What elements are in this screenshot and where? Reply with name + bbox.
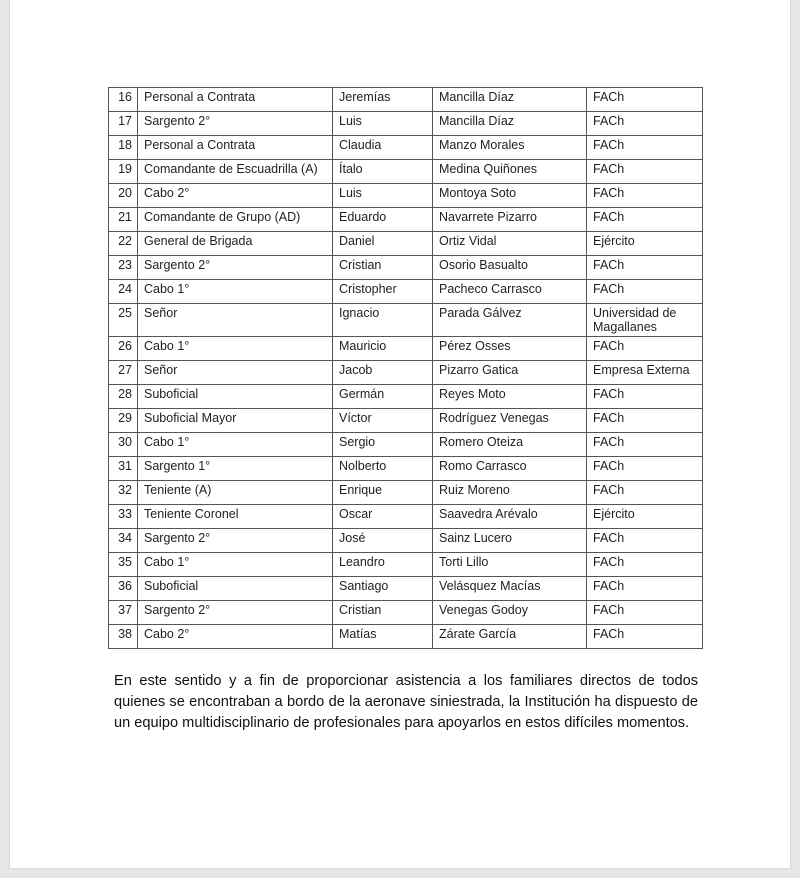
row-number-cell: 20 [109,184,138,208]
rank-cell: Suboficial [138,577,333,601]
first-name-cell: Ítalo [333,160,433,184]
last-name-cell: Pacheco Carrasco [433,280,587,304]
table-row [109,361,703,385]
first-name-cell: Germán [333,385,433,409]
first-name-cell: Luis [333,112,433,136]
rank-cell: Comandante de Escuadrilla (A) [138,160,333,184]
first-name-cell: Santiago [333,577,433,601]
last-name-cell: Sainz Lucero [433,529,587,553]
first-name-cell: Luis [333,184,433,208]
table-row [109,505,703,529]
last-name-cell: Romero Oteiza [433,433,587,457]
table-row [109,232,703,256]
table-row [109,385,703,409]
last-name-cell: Zárate García [433,625,587,649]
first-name-cell: Jeremías [333,88,433,112]
table-row [109,577,703,601]
document-page [10,0,790,868]
table-row [109,304,703,337]
first-name-cell: Cristian [333,601,433,625]
last-name-cell: Ortiz Vidal [433,232,587,256]
institution-cell: FACh [587,457,703,481]
rank-cell: Cabo 2° [138,625,333,649]
last-name-cell: Parada Gálvez [433,304,587,337]
rank-cell: Cabo 1° [138,433,333,457]
row-number-cell: 22 [109,232,138,256]
table-row [109,529,703,553]
last-name-cell: Mancilla Díaz [433,112,587,136]
institution-cell: FACh [587,577,703,601]
table-row [109,256,703,280]
last-name-cell: Mancilla Díaz [433,88,587,112]
row-number-cell: 35 [109,553,138,577]
rank-cell: Suboficial [138,385,333,409]
rank-cell: Suboficial Mayor [138,409,333,433]
table-row [109,88,703,112]
institution-cell: FACh [587,553,703,577]
institution-cell: FACh [587,136,703,160]
row-number-cell: 34 [109,529,138,553]
row-number-cell: 19 [109,160,138,184]
first-name-cell: Mauricio [333,337,433,361]
row-number-cell: 21 [109,208,138,232]
rank-cell: Sargento 2° [138,529,333,553]
last-name-cell: Manzo Morales [433,136,587,160]
institution-cell: FACh [587,184,703,208]
rank-cell: Teniente Coronel [138,505,333,529]
institution-cell: Empresa Externa [587,361,703,385]
first-name-cell: Daniel [333,232,433,256]
table-row [109,136,703,160]
institution-cell: FACh [587,409,703,433]
last-name-cell: Reyes Moto [433,385,587,409]
rank-cell: Sargento 2° [138,601,333,625]
first-name-cell: José [333,529,433,553]
row-number-cell: 26 [109,337,138,361]
last-name-cell: Pérez Osses [433,337,587,361]
institution-cell: FACh [587,481,703,505]
last-name-cell: Montoya Soto [433,184,587,208]
row-number-cell: 33 [109,505,138,529]
first-name-cell: Jacob [333,361,433,385]
rank-cell: Cabo 1° [138,280,333,304]
institution-cell: Ejército [587,232,703,256]
last-name-cell: Venegas Godoy [433,601,587,625]
institution-cell: FACh [587,280,703,304]
institution-cell: FACh [587,385,703,409]
rank-cell: Sargento 2° [138,112,333,136]
row-number-cell: 30 [109,433,138,457]
row-number-cell: 18 [109,136,138,160]
institution-cell: FACh [587,601,703,625]
row-number-cell: 23 [109,256,138,280]
rank-cell: Sargento 1° [138,457,333,481]
first-name-cell: Eduardo [333,208,433,232]
last-name-cell: Osorio Basualto [433,256,587,280]
table-row [109,160,703,184]
row-number-cell: 31 [109,457,138,481]
table-row [109,208,703,232]
institution-cell: FACh [587,337,703,361]
table-row [109,625,703,649]
personnel-table-body [109,88,703,649]
first-name-cell: Cristian [333,256,433,280]
last-name-cell: Rodríguez Venegas [433,409,587,433]
rank-cell: Cabo 1° [138,553,333,577]
first-name-cell: Cristopher [333,280,433,304]
row-number-cell: 32 [109,481,138,505]
table-row [109,280,703,304]
last-name-cell: Romo Carrasco [433,457,587,481]
rank-cell: Teniente (A) [138,481,333,505]
table-row [109,337,703,361]
institution-cell: FACh [587,112,703,136]
table-row [109,433,703,457]
row-number-cell: 25 [109,304,138,337]
rank-cell: Personal a Contrata [138,136,333,160]
institution-cell: FACh [587,208,703,232]
rank-cell: General de Brigada [138,232,333,256]
table-row [109,112,703,136]
last-name-cell: Velásquez Macías [433,577,587,601]
row-number-cell: 28 [109,385,138,409]
row-number-cell: 24 [109,280,138,304]
rank-cell: Personal a Contrata [138,88,333,112]
personnel-table [108,87,703,649]
row-number-cell: 27 [109,361,138,385]
first-name-cell: Claudia [333,136,433,160]
first-name-cell: Víctor [333,409,433,433]
row-number-cell: 17 [109,112,138,136]
institution-cell: FACh [587,88,703,112]
institution-cell: FACh [587,625,703,649]
row-number-cell: 36 [109,577,138,601]
first-name-cell: Oscar [333,505,433,529]
institution-cell: Ejército [587,505,703,529]
first-name-cell: Nolberto [333,457,433,481]
table-row [109,553,703,577]
rank-cell: Cabo 2° [138,184,333,208]
first-name-cell: Sergio [333,433,433,457]
table-row [109,409,703,433]
last-name-cell: Saavedra Arévalo [433,505,587,529]
institution-cell: FACh [587,256,703,280]
body-paragraph: En este sentido y a fin de proporcionar asistencia a los familiares directos de todos quienes se encontraban a bordo de la aeronave siniestrada, la Institución ha dispuesto de un equipo multidisciplinario de profesionales para apoyarlos en estos difíciles momentos. [114,673,698,731]
last-name-cell: Navarrete Pizarro [433,208,587,232]
rank-cell: Sargento 2° [138,256,333,280]
row-number-cell: 38 [109,625,138,649]
first-name-cell: Ignacio [333,304,433,337]
institution-cell: Universidad de Magallanes [587,304,703,337]
first-name-cell: Leandro [333,553,433,577]
last-name-cell: Medina Quiñones [433,160,587,184]
first-name-cell: Enrique [333,481,433,505]
row-number-cell: 29 [109,409,138,433]
row-number-cell: 37 [109,601,138,625]
first-name-cell: Matías [333,625,433,649]
rank-cell: Cabo 1° [138,337,333,361]
table-row [109,601,703,625]
last-name-cell: Torti Lillo [433,553,587,577]
rank-cell: Comandante de Grupo (AD) [138,208,333,232]
institution-cell: FACh [587,529,703,553]
row-number-cell: 16 [109,88,138,112]
rank-cell: Señor [138,361,333,385]
rank-cell: Señor [138,304,333,337]
table-row [109,481,703,505]
table-row [109,184,703,208]
table-row [109,457,703,481]
last-name-cell: Ruiz Moreno [433,481,587,505]
last-name-cell: Pizarro Gatica [433,361,587,385]
institution-cell: FACh [587,160,703,184]
institution-cell: FACh [587,433,703,457]
